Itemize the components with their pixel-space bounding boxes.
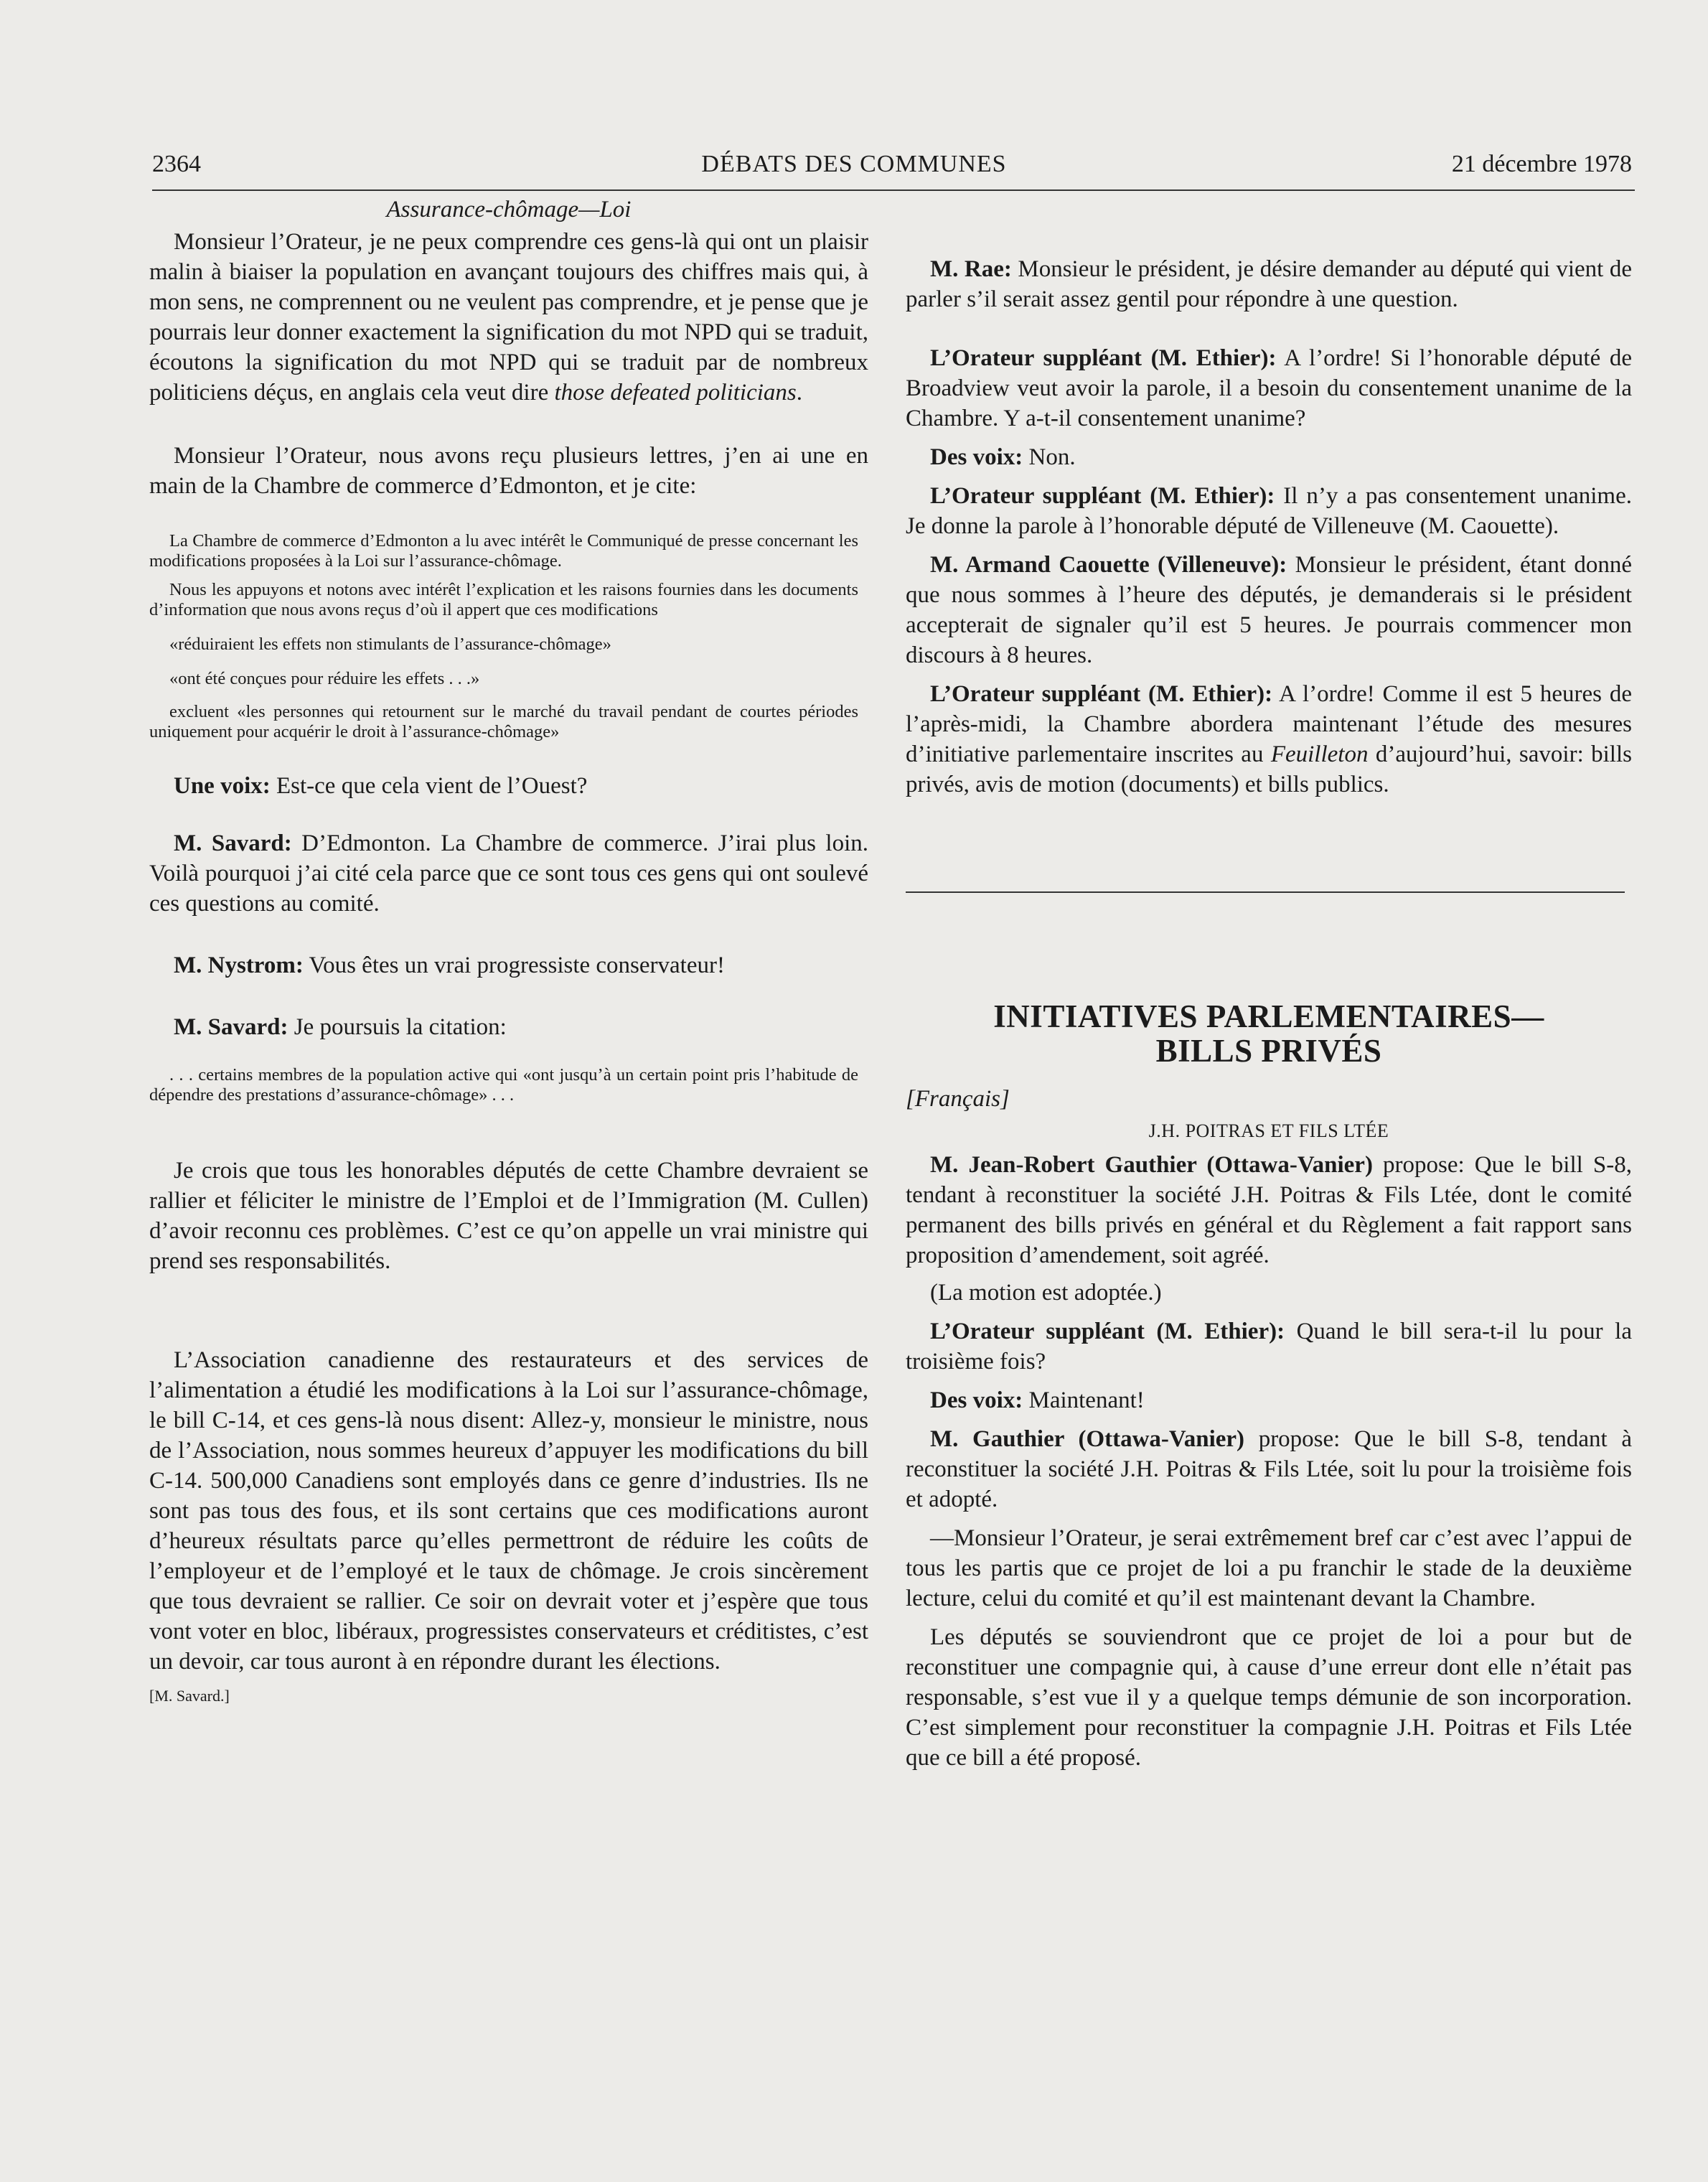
header-rule	[152, 189, 1635, 191]
speaker-name: M. Savard:	[174, 830, 292, 856]
speech: L’Orateur suppléant (M. Ethier): Il n’y a pas consentement unanime. Je donne la parole à l’honorable député de Villeneuve (M. Caouette).	[906, 483, 1632, 539]
page-number: 2364	[152, 151, 201, 177]
paragraph: Monsieur l’Orateur, nous avons reçu plusieurs lettres, j’en ai une en main de la Chambre de commerce d’Edmonton, et je cite:	[149, 443, 868, 499]
speaker-name: M. Savard:	[174, 1014, 288, 1040]
quote-line: «réduiraient les effets non stimulants de l’assurance-chômage»	[169, 635, 611, 654]
speaker-name: Des voix:	[930, 1387, 1023, 1413]
speech: Des voix: Maintenant!	[930, 1387, 1145, 1413]
speech: Une voix: Est-ce que cela vient de l’Ouest?	[174, 773, 588, 799]
speaker-name: M. Nystrom:	[174, 952, 304, 978]
procedural-note: (La motion est adoptée.)	[930, 1280, 1162, 1306]
speaker-name: M. Rae:	[930, 256, 1012, 282]
speaker-name: M. Armand Caouette (Villeneuve):	[930, 552, 1287, 578]
paragraph: L’Association canadienne des restaurateurs et des services de l’alimentation a étudié les modifications à la Loi sur l’assurance-chômage, le bill C-14, et ces gens-là nous disent: Allez-y, monsieur le ministre, nous de l’Association, nous sommes heureux d’appuyer les modifications du bill C-14. 500,000 Canadiens sont employés dans ce genre d’industries. Ils ne sont pas tous des fous, et ils sont certains que ces modifications auront d’heureux résultats parce qu’elles permettront de réduire les coûts de l’employeur et de l’employé et le taux de chômage. Je crois sincèrement que tous devraient se rallier. Ce soir on devrait voter et j’espère que tous vont voter en bloc, libéraux, progressistes conservateurs et créditistes, c’est un devoir, car tous auront à en répondre durant les élections.	[149, 1347, 868, 1675]
speaker-name: Des voix:	[930, 444, 1023, 470]
section-title: INITIATIVES PARLEMENTAIRES—BILLS PRIVÉS	[993, 998, 1544, 1069]
section-divider	[906, 891, 1625, 893]
quotation-block	[149, 531, 868, 742]
speech: M. Savard: D’Edmonton. La Chambre de commerce. J’irai plus loin. Voilà pourquoi j’ai cité cela parce que ce sont tous ces gens qui ont soulevé ces questions au comité.	[149, 830, 869, 917]
speech: M. Savard: Je poursuis la citation:	[174, 1014, 507, 1040]
speech: M. Armand Caouette (Villeneuve): Monsieur le président, étant donné que nous sommes à l’heure des députés, je demanderais si le président accepterait de signaler qu’il est 5 heures. Je pourrais commencer mon discours à 8 heures.	[906, 552, 1633, 668]
paragraph: Monsieur l’Orateur, je ne peux comprendre ces gens-là qui ont un plaisir malin à biaiser la population en avançant toujours des chiffres mais qui, à mon sens, ne comprennent ou ne veulent pas comprendre, et je pense que je pourrais leur donner exactement la signification du mot NPD qui se traduit, écoutons la signification du mot NPD qui se traduit par de nombreux politiciens déçus, en anglais cela veut dire those defeated politicians.	[149, 229, 868, 406]
paragraph: —Monsieur l’Orateur, je serai extrêmement bref car c’est avec l’appui de tous les partis que ce projet de loi a pu franchir le stade de la deuxième lecture, celui du comité et qu’il est maintenant devant la Chambre.	[906, 1525, 1632, 1611]
running-head: Assurance-chômage—Loi	[386, 197, 632, 223]
language-tag: [Français]	[906, 1086, 1010, 1112]
page-date: 21 décembre 1978	[1451, 151, 1632, 177]
quote-line: Nous les appuyons et notons avec intérêt l’explication et les raisons fournies dans les documents d’information que nous avons reçus d’où il appert que ces modifications	[149, 580, 858, 619]
paragraph: Les députés se souviendront que ce projet de loi a pour but de reconstituer une compagnie qui, à cause d’une erreur dont elle n’était pas responsable, s’est vue il y a quelque temps démunie de son incorporation. C’est simplement pour reconstituer la compagnie J.H. Poitras et Fils Ltée que ce bill a été proposé.	[906, 1624, 1632, 1771]
publication-title: DÉBATS DES COMMUNES	[701, 151, 1007, 177]
speech: L’Orateur suppléant (M. Ethier): A l’ordre! Si l’honorable député de Broadview veut avoir la parole, il a besoin du consentement unanime de la Chambre. Y a-t-il consentement unanime?	[906, 345, 1632, 431]
speaker-name: L’Orateur suppléant (M. Ethier):	[930, 345, 1277, 371]
speaker-name: M. Jean-Robert Gauthier (Ottawa-Vanier)	[930, 1152, 1373, 1178]
speech: M. Nystrom: Vous êtes un vrai progressiste conservateur!	[174, 952, 725, 978]
speaker-name: Une voix:	[174, 773, 271, 799]
quote-line: La Chambre de commerce d’Edmonton a lu avec intérêt le Communiqué de presse concernant les modifications proposées à la Loi sur l’assurance-chômage.	[149, 531, 858, 571]
speaker-name: L’Orateur suppléant (M. Ethier):	[930, 1319, 1285, 1344]
quote-line: . . . certains membres de la population active qui «ont jusqu’à un certain point pris l’habitude de dépendre des prestations d’assurance-chômage» . . .	[149, 1065, 858, 1105]
speech: Des voix: Non.	[930, 444, 1076, 470]
speech: L’Orateur suppléant (M. Ethier): A l’ordre! Comme il est 5 heures de l’après-midi, la Chambre abordera maintenant l’étude des mesures d’initiative parlementaire inscrites au Feuilleton d’aujourd’hui, savoir: bills privés, avis de motion (documents) et bills publics.	[906, 681, 1632, 797]
speech: M. Gauthier (Ottawa-Vanier) propose: Que le bill S-8, tendant à reconstituer la société J.H. Poitras & Fils Ltée, soit lu pour la troisième fois et adopté.	[906, 1426, 1632, 1512]
left-column	[149, 195, 868, 1705]
right-column	[906, 195, 1632, 1773]
speaker-footnote: [M. Savard.]	[149, 1687, 230, 1705]
bill-subhead: J.H. POITRAS ET FILS LTÉE	[1148, 1120, 1389, 1141]
speech: M. Jean-Robert Gauthier (Ottawa-Vanier) propose: Que le bill S-8, tendant à reconstituer la société J.H. Poitras & Fils Ltée, dont le comité permanent des bills privés en général et du Règlement a fait rapport sans proposition d’amendement, soit agréé.	[906, 1152, 1632, 1268]
speaker-name: M. Gauthier (Ottawa-Vanier)	[930, 1426, 1245, 1452]
speaker-name: L’Orateur suppléant (M. Ethier):	[930, 681, 1273, 707]
speech: M. Rae: Monsieur le président, je désire demander au député qui vient de parler s’il serait assez gentil pour répondre à une question.	[906, 256, 1632, 312]
speech: L’Orateur suppléant (M. Ethier): Quand le bill sera-t-il lu pour la troisième fois?	[906, 1319, 1632, 1375]
paragraph: Je crois que tous les honorables députés de cette Chambre devraient se rallier et féliciter le ministre de l’Emploi et de l’Immigration (M. Cullen) d’avoir reconnu ces problèmes. C’est ce qu’on appelle un vrai ministre qui prend ses responsabilités.	[149, 1158, 868, 1274]
quote-line: excluent «les personnes qui retournent sur le marché du travail pendant de courtes périodes uniquement pour acquérir le droit à l’assurance-chômage»	[149, 702, 858, 741]
quote-line: «ont été conçues pour réduire les effets . . .»	[169, 669, 480, 688]
speaker-name: L’Orateur suppléant (M. Ethier):	[930, 483, 1275, 509]
